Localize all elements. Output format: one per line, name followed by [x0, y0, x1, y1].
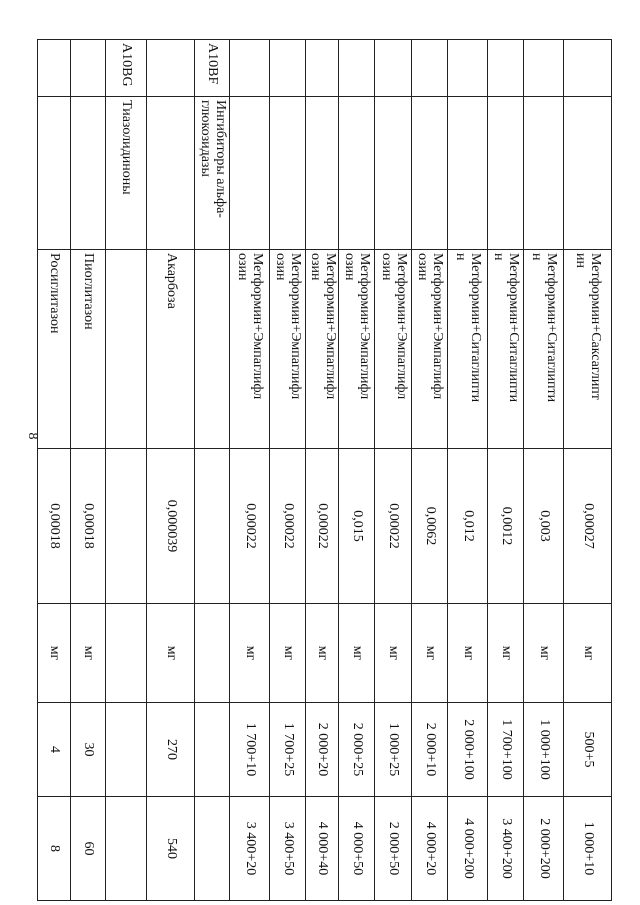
rotated-table-container [47, 39, 612, 880]
dose-min-cell [147, 703, 195, 797]
table-row [375, 40, 412, 901]
dose-max-cell [147, 797, 195, 901]
dose-min-cell [306, 703, 339, 797]
drug-group-cell [270, 97, 306, 250]
dose-max-cell-line: 4 000+ [315, 821, 331, 862]
table-row [106, 40, 147, 901]
dose-min-cell-line: 5 [580, 760, 596, 768]
table-row [270, 40, 306, 901]
ddd-value-cell: 0,003 [524, 449, 564, 604]
unit-cell: мг [412, 604, 448, 703]
atc-code-cell [448, 40, 488, 97]
drug-name-cell [38, 250, 71, 449]
atc-code-cell [270, 40, 306, 97]
unit-cell: мг [448, 604, 488, 703]
dose-max-cell-line: 10 [580, 861, 596, 876]
dose-min-cell-line: 1 000+ [386, 722, 402, 763]
ddd-value-cell: 0,00027 [564, 449, 612, 604]
drug-name-cell-line: н [529, 253, 545, 261]
unit-cell: мг [71, 604, 106, 703]
dose-min-cell [375, 703, 412, 797]
drug-name-cell [448, 250, 488, 449]
dose-max-cell [270, 797, 306, 901]
drug-group-cell [412, 97, 448, 250]
atc-code-cell [375, 40, 412, 97]
dose-max-cell [195, 797, 230, 901]
dose-max-cell-line: 8 [47, 845, 63, 852]
dose-min-cell-line: 30 [81, 742, 97, 757]
drug-name-cell-line: Метформин+Саксаглипт [588, 253, 604, 400]
dose-max-cell [412, 797, 448, 901]
drug-name-cell [195, 250, 230, 449]
table-row [306, 40, 339, 901]
dose-min-cell-line: 1 700+ [280, 722, 296, 763]
dose-min-cell [339, 703, 375, 797]
drug-name-cell-line: озин [379, 253, 394, 281]
dose-min-cell-line: 500+ [580, 731, 596, 761]
ddd-value-cell: 0,012 [448, 449, 488, 604]
dose-max-cell [71, 797, 106, 901]
drug-name-cell-line: Метформин+Эмпаглифл [393, 253, 409, 400]
atc-code-cell [339, 40, 375, 97]
drug-name-cell-line: Акарбоза [163, 253, 179, 309]
drug-group-cell [375, 97, 412, 250]
drug-group-cell [38, 97, 71, 250]
table-row [412, 40, 448, 901]
atc-code-cell [488, 40, 524, 97]
dose-max-cell [524, 797, 564, 901]
dose-min-cell-line: 1 000+ [536, 719, 552, 759]
table-row [147, 40, 195, 901]
table-row [488, 40, 524, 901]
dose-min-cell-line: 270 [163, 739, 179, 760]
drug-group-cell: Тиазолидиноны [106, 97, 147, 250]
unit-cell: мг [306, 604, 339, 703]
dose-max-cell-line: 50 [280, 861, 296, 876]
dose-min-cell [488, 703, 524, 797]
unit-cell: мг [339, 604, 375, 703]
dose-min-cell [564, 703, 612, 797]
ddd-value-cell: 0,00022 [270, 449, 306, 604]
ddd-value-cell [106, 449, 147, 604]
unit-cell: мг [38, 604, 71, 703]
dose-max-cell-line: 4 000+ [349, 821, 365, 862]
dose-max-cell-line: 50 [349, 861, 365, 876]
dose-max-cell-line: 40 [315, 861, 331, 876]
dose-min-cell [524, 703, 564, 797]
dose-max-cell-line: 1 000+ [580, 821, 596, 862]
page-number: 8 [25, 432, 40, 440]
atc-code-cell [147, 40, 195, 97]
drug-name-cell [306, 250, 339, 449]
unit-cell [195, 604, 230, 703]
table-row [448, 40, 488, 901]
atc-code-cell [306, 40, 339, 97]
ddd-value-cell: 0,015 [339, 449, 375, 604]
drug-name-cell [106, 250, 147, 449]
dose-max-cell-line: 20 [242, 861, 258, 876]
table-row [38, 40, 71, 901]
dose-min-cell [195, 703, 230, 797]
drug-name-cell [375, 250, 412, 449]
drug-name-cell [564, 250, 612, 449]
ddd-value-cell: 0,0012 [488, 449, 524, 604]
drug-group-cell [71, 97, 106, 250]
dose-min-cell-line: 1 700+ [498, 719, 514, 759]
drug-name-cell-line: Метформин+Ситаглипти [506, 253, 522, 403]
dose-max-cell-line: 60 [81, 841, 97, 856]
dose-min-cell-line: 10 [422, 762, 438, 777]
drug-name-cell-line: н [453, 253, 469, 261]
dose-min-cell [230, 703, 270, 797]
dose-max-cell [564, 797, 612, 901]
table-row [564, 40, 612, 901]
dose-max-cell-line: 50 [386, 861, 402, 876]
dose-max-cell [106, 797, 147, 901]
drug-name-cell-line: ин [573, 253, 589, 268]
dose-max-cell [230, 797, 270, 901]
dose-max-cell-line: 200 [536, 857, 552, 879]
dose-min-cell-line: 2 000+ [460, 719, 476, 759]
dose-min-cell-line: 25 [280, 762, 296, 777]
dose-min-cell [71, 703, 106, 797]
unit-cell: мг [524, 604, 564, 703]
dose-min-cell [412, 703, 448, 797]
dose-max-cell-line: 4 000+ [460, 818, 476, 858]
ddd-value-cell: 0,00022 [306, 449, 339, 604]
dose-min-cell-line: 10 [242, 762, 258, 777]
dose-min-cell [106, 703, 147, 797]
unit-cell: мг [147, 604, 195, 703]
dose-min-cell-line: 2 000+ [422, 722, 438, 763]
drug-group-cell [306, 97, 339, 250]
dose-max-cell [488, 797, 524, 901]
dose-min-cell-line: 2 000+ [315, 722, 331, 763]
dose-min-cell [270, 703, 306, 797]
atc-code-cell [38, 40, 71, 97]
dose-min-cell-line: 4 [47, 746, 63, 753]
drug-group-cell [230, 97, 270, 250]
atc-code-cell: A10BF [195, 40, 230, 97]
drug-group-cell [147, 97, 195, 250]
drug-name-cell [488, 250, 524, 449]
drug-name-cell-line: озин [342, 253, 358, 281]
drug-name-cell [524, 250, 564, 449]
drug-name-cell-line: Пиоглитазон [81, 253, 97, 330]
dose-max-cell-line: 540 [163, 838, 179, 859]
dose-max-cell [448, 797, 488, 901]
dose-max-cell-line: 200 [460, 857, 476, 879]
ddd-value-cell: 0,00022 [230, 449, 270, 604]
unit-cell: мг [270, 604, 306, 703]
atc-code-cell [412, 40, 448, 97]
drug-name-cell [339, 250, 375, 449]
unit-cell: мг [230, 604, 270, 703]
drug-name-cell-line: Метформин+Эмпаглифл [288, 253, 304, 400]
drug-name-cell-line: Метформин+Эмпаглифл [430, 253, 446, 400]
dose-max-cell-line: 20 [422, 861, 438, 876]
table-row [230, 40, 270, 901]
dose-min-cell-line: 25 [386, 762, 402, 777]
atc-code-cell [564, 40, 612, 97]
dose-max-cell-line: 2 000+ [536, 818, 552, 858]
unit-cell: мг [564, 604, 612, 703]
drug-name-cell-line: н [491, 253, 507, 261]
atc-code-cell: A10BG [106, 40, 147, 97]
ddd-value-cell: 0,0062 [412, 449, 448, 604]
dose-max-cell-line: 4 000+ [422, 821, 438, 862]
dose-max-cell-line: 200 [498, 857, 514, 879]
drug-name-cell-line: Метформин+Ситаглипти [544, 253, 560, 403]
dose-max-cell-line: 2 000+ [386, 821, 402, 862]
drug-name-cell [412, 250, 448, 449]
drug-name-cell-line: Метформин+Эмпаглифл [357, 253, 373, 400]
dose-min-cell-line: 2 000+ [349, 722, 365, 763]
drug-dose-table [37, 39, 612, 901]
drug-name-cell-line: Росиглитазон [47, 253, 63, 334]
dose-min-cell-line: 100 [536, 758, 552, 780]
dose-max-cell-line: 3 400+ [280, 821, 296, 862]
ddd-value-cell: 0,00022 [375, 449, 412, 604]
table-row [195, 40, 230, 901]
dose-min-cell-line: 100 [460, 758, 476, 780]
drug-name-cell [230, 250, 270, 449]
drug-name-cell [71, 250, 106, 449]
dose-max-cell [306, 797, 339, 901]
table-row [339, 40, 375, 901]
dose-max-cell [38, 797, 71, 901]
drug-group-cell [339, 97, 375, 250]
dose-min-cell [448, 703, 488, 797]
dose-max-cell [339, 797, 375, 901]
drug-group-cell [524, 97, 564, 250]
drug-name-cell [147, 250, 195, 449]
drug-name-cell-line: озин [415, 253, 431, 281]
dose-min-cell-line: 20 [315, 762, 331, 777]
table-row [71, 40, 106, 901]
atc-code-cell [230, 40, 270, 97]
dose-min-cell [38, 703, 71, 797]
drug-group-cell: Ингибиторы альфа-глюкозидазы [195, 97, 230, 250]
ddd-value-cell [195, 449, 230, 604]
dose-min-cell-line: 25 [349, 762, 365, 777]
dose-max-cell-line: 3 400+ [242, 821, 258, 862]
ddd-value-cell: 0,00018 [38, 449, 71, 604]
drug-name-cell-line: Метформин+Эмпаглифл [250, 253, 266, 400]
table-row [524, 40, 564, 901]
drug-group-cell [448, 97, 488, 250]
unit-cell: мг [488, 604, 524, 703]
ddd-value-cell: 0,00018 [71, 449, 106, 604]
drug-name-cell [270, 250, 306, 449]
unit-cell: мг [375, 604, 412, 703]
drug-name-cell-line: Метформин+Ситаглипти [468, 253, 484, 403]
drug-name-cell-line: озин [273, 253, 289, 281]
table-body [38, 40, 612, 901]
ddd-value-cell: 0,000039 [147, 449, 195, 604]
unit-cell [106, 604, 147, 703]
dose-min-cell-line: 1 700+ [242, 722, 258, 763]
drug-name-cell-line: озин [235, 253, 251, 281]
atc-code-cell [524, 40, 564, 97]
dose-min-cell-line: 100 [498, 758, 514, 780]
drug-name-cell-line: озин [308, 253, 323, 281]
drug-name-cell-line: Метформин+Эмпаглифл [322, 253, 338, 400]
dose-max-cell [375, 797, 412, 901]
drug-group-cell [488, 97, 524, 250]
drug-group-cell [564, 97, 612, 250]
dose-max-cell-line: 3 400+ [498, 818, 514, 858]
atc-code-cell [71, 40, 106, 97]
